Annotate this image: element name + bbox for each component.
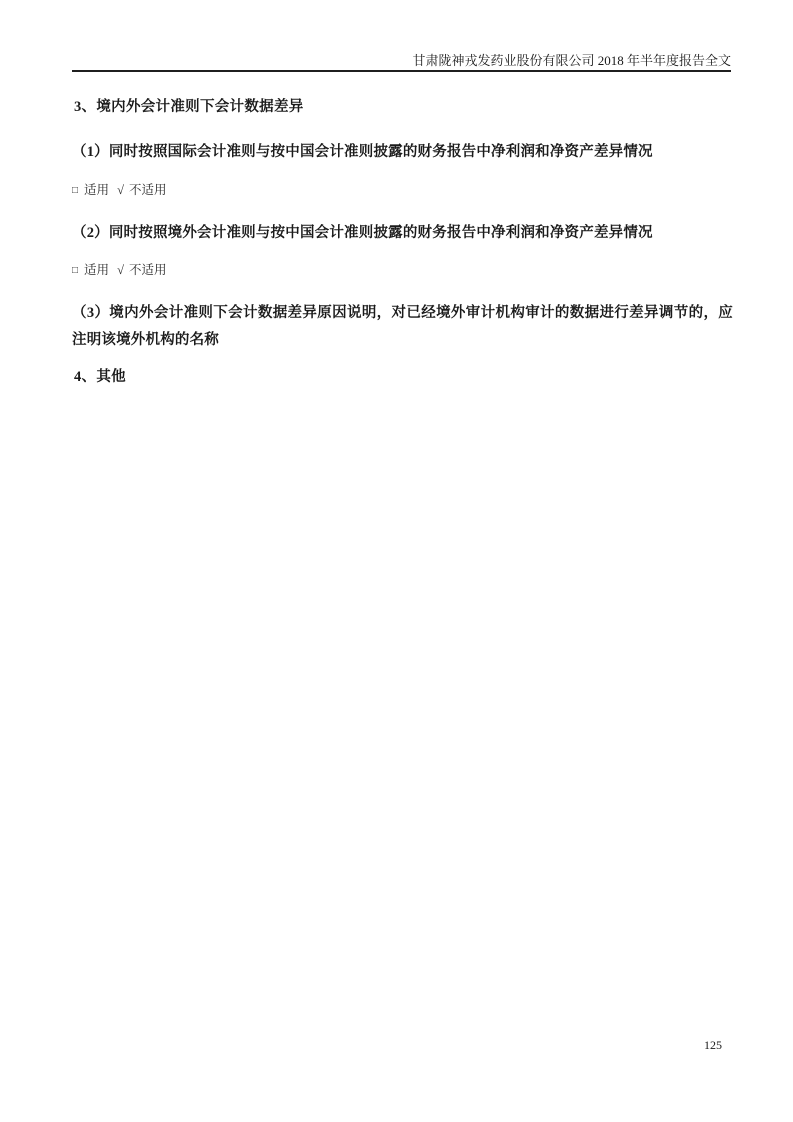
section-4-heading: 4、其他: [74, 369, 126, 385]
applicability-line-2: [72, 260, 166, 278]
checkbox-unchecked-icon: □: [72, 265, 79, 276]
header-divider-rule: [72, 70, 731, 72]
applicable-label: 适用: [84, 263, 110, 277]
checkmark-icon: √: [117, 263, 124, 277]
applicable-label: 适用: [84, 183, 110, 197]
section-3-item-1-title: （1）同时按照国际会计准则与按中国会计准则披露的财务报告中净利润和净资产差异情况: [72, 144, 653, 160]
section-3-item-3-title: （3）境内外会计准则下会计数据差异原因说明，对已经境外审计机构审计的数据进行差异调节的，应注明该境外机构的名称: [72, 305, 733, 348]
checkmark-icon: √: [117, 183, 124, 197]
section-3-heading: 3、境内外会计准则下会计数据差异: [74, 99, 304, 115]
checkbox-unchecked-icon: □: [72, 185, 79, 196]
report-header-title: 甘肃陇神戎发药业股份有限公司 2018 年半年度报告全文: [412, 53, 731, 68]
page-number: 125: [704, 1038, 722, 1052]
not-applicable-label: 不适用: [128, 263, 167, 277]
applicability-line-1: [72, 180, 166, 198]
not-applicable-label: 不适用: [128, 183, 167, 197]
section-3-item-2-title: （2）同时按照境外会计准则与按中国会计准则披露的财务报告中净利润和净资产差异情况: [72, 225, 653, 241]
